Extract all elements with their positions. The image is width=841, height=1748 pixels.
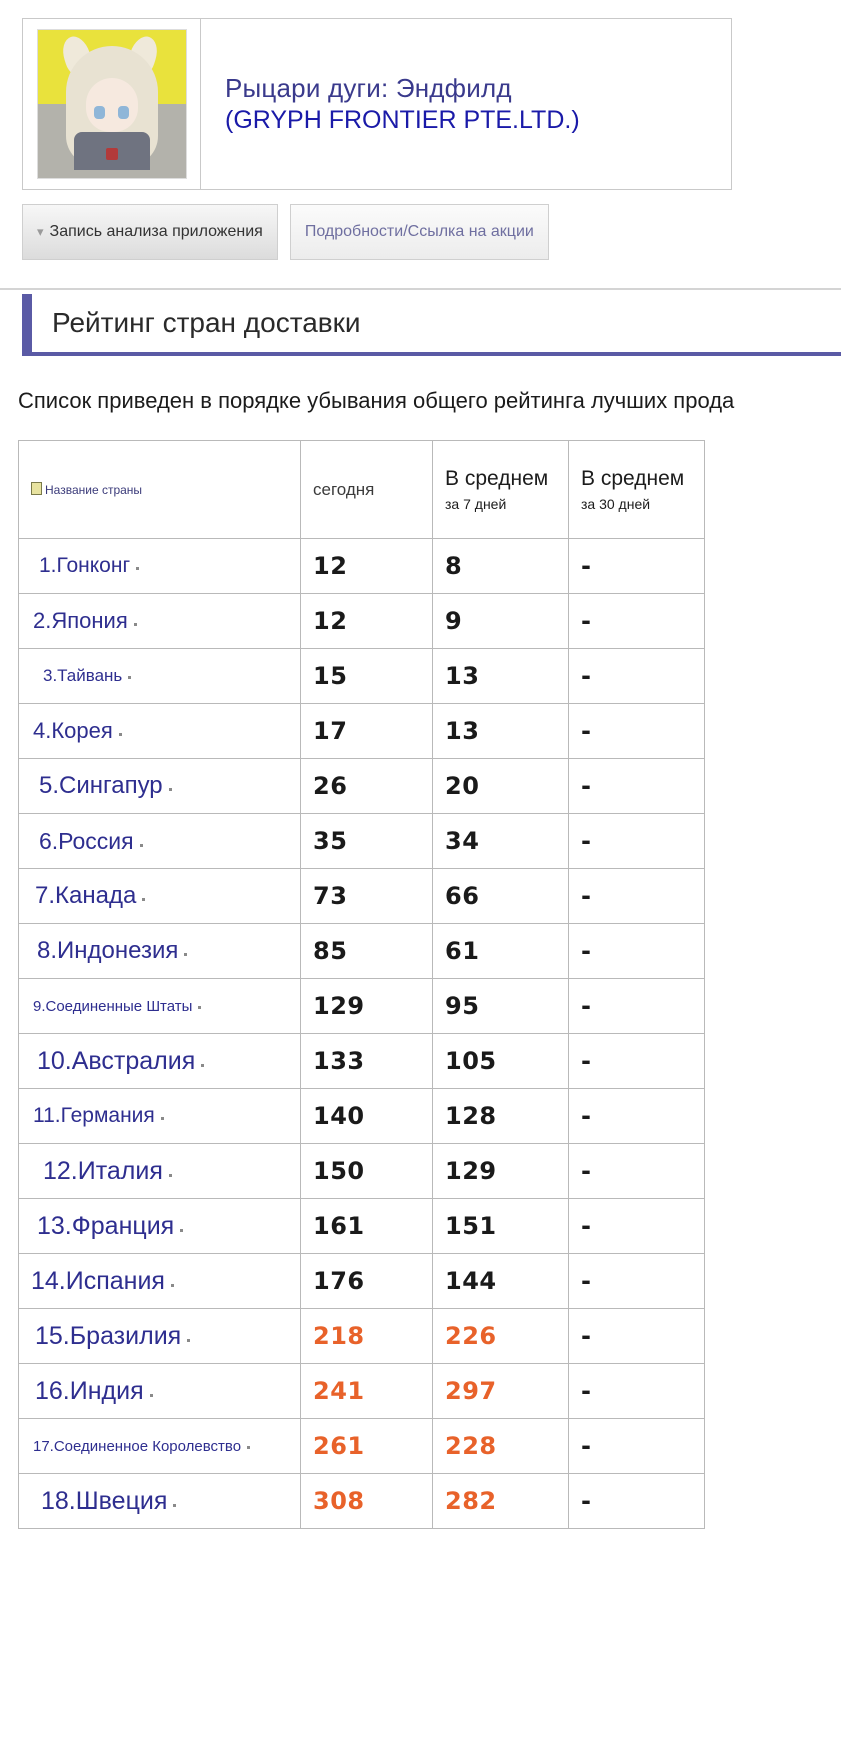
cell-rank-avg30: - xyxy=(569,1199,705,1254)
table-row xyxy=(19,1089,705,1144)
country-name: 14.Испания xyxy=(31,1266,165,1295)
country-marker-dot xyxy=(247,1446,250,1449)
cell-rank-today: 85 xyxy=(301,924,433,979)
table-row xyxy=(19,759,705,814)
country-marker-dot xyxy=(184,953,187,956)
country-name: 16.Индия xyxy=(35,1376,144,1405)
tab-app-analysis-record-label: Запись анализа приложения xyxy=(49,223,263,240)
country-name: 5.Сингапур xyxy=(39,772,163,799)
cell-rank-avg7: 13 xyxy=(433,649,569,704)
cell-country[interactable] xyxy=(19,1364,301,1419)
cell-country[interactable] xyxy=(19,1309,301,1364)
cell-rank-today: 261 xyxy=(301,1419,433,1474)
tab-app-analysis-record[interactable] xyxy=(22,204,278,260)
cell-rank-today: 17 xyxy=(301,704,433,759)
cell-rank-avg30: - xyxy=(569,1144,705,1199)
app-publisher: (GRYPH FRONTIER PTE.LTD.) xyxy=(225,105,580,134)
cell-country[interactable] xyxy=(19,1144,301,1199)
cell-country[interactable] xyxy=(19,649,301,704)
cell-rank-avg7: 9 xyxy=(433,594,569,649)
country-name: 12.Италия xyxy=(43,1156,163,1185)
country-name: 6.Россия xyxy=(39,827,134,854)
cell-country[interactable] xyxy=(19,704,301,759)
table-row xyxy=(19,1364,705,1419)
country-name: 7.Канада xyxy=(35,882,137,909)
tab-bar xyxy=(22,202,841,260)
cell-country[interactable] xyxy=(19,1474,301,1529)
country-marker-dot xyxy=(142,898,145,901)
app-title: Рыцари дуги: Эндфилд xyxy=(225,73,512,104)
cell-rank-today: 176 xyxy=(301,1254,433,1309)
country-name: 10.Австралия xyxy=(37,1046,196,1075)
table-header xyxy=(19,441,705,539)
table-row xyxy=(19,539,705,594)
country-name: 9.Соединенные Штаты xyxy=(33,997,193,1015)
cell-rank-today: 133 xyxy=(301,1034,433,1089)
country-marker-dot xyxy=(187,1339,190,1342)
cell-rank-avg30: - xyxy=(569,1254,705,1309)
cell-rank-avg7: 144 xyxy=(433,1254,569,1309)
cell-rank-today: 150 xyxy=(301,1144,433,1199)
cell-country[interactable] xyxy=(19,1254,301,1309)
table-row xyxy=(19,1309,705,1364)
table-row xyxy=(19,1254,705,1309)
cell-rank-avg30: - xyxy=(569,1089,705,1144)
app-title-container xyxy=(201,19,731,189)
country-marker-dot xyxy=(169,788,172,791)
cell-rank-avg30: - xyxy=(569,1419,705,1474)
column-header-country-label: Название страны xyxy=(45,483,143,497)
cell-rank-today: 15 xyxy=(301,649,433,704)
cell-country[interactable] xyxy=(19,1089,301,1144)
country-ranking-table xyxy=(18,440,705,1529)
country-name: 8.Индонезия xyxy=(37,937,179,964)
table-row xyxy=(19,869,705,924)
cell-rank-avg30: - xyxy=(569,1364,705,1419)
cell-rank-avg7: 128 xyxy=(433,1089,569,1144)
tab-details-promo-link[interactable] xyxy=(290,204,549,260)
cell-rank-avg30: - xyxy=(569,539,705,594)
cell-rank-avg30: - xyxy=(569,759,705,814)
country-name: 11.Германия xyxy=(33,1104,155,1127)
country-name: 13.Франция xyxy=(37,1211,175,1240)
country-marker-dot xyxy=(171,1284,174,1287)
country-marker-dot xyxy=(119,733,122,736)
column-header-avg30-main: В среднем xyxy=(581,467,685,491)
cell-rank-today: 129 xyxy=(301,979,433,1034)
cell-country[interactable] xyxy=(19,814,301,869)
cell-rank-avg30: - xyxy=(569,1474,705,1529)
table-row xyxy=(19,1419,705,1474)
cell-country[interactable] xyxy=(19,539,301,594)
tab-bar-divider xyxy=(0,288,841,290)
column-header-avg7-main: В среднем xyxy=(445,467,549,491)
table-row xyxy=(19,924,705,979)
cell-rank-today: 12 xyxy=(301,539,433,594)
cell-rank-avg7: 20 xyxy=(433,759,569,814)
cell-country[interactable] xyxy=(19,1199,301,1254)
cell-rank-avg30: - xyxy=(569,594,705,649)
country-marker-dot xyxy=(140,844,143,847)
cell-rank-avg30: - xyxy=(569,814,705,869)
table-row xyxy=(19,814,705,869)
cell-rank-today: 140 xyxy=(301,1089,433,1144)
cell-rank-avg7: 228 xyxy=(433,1419,569,1474)
table-row xyxy=(19,1474,705,1529)
cell-rank-avg7: 61 xyxy=(433,924,569,979)
table-header-row xyxy=(19,441,705,539)
table-row xyxy=(19,979,705,1034)
country-marker-dot xyxy=(136,567,139,570)
character-tie-icon xyxy=(106,148,118,160)
cell-country[interactable] xyxy=(19,1419,301,1474)
cell-rank-avg30: - xyxy=(569,979,705,1034)
cell-rank-avg7: 297 xyxy=(433,1364,569,1419)
cell-rank-today: 161 xyxy=(301,1199,433,1254)
country-name: 3.Тайвань xyxy=(43,666,123,685)
country-marker-dot xyxy=(169,1174,172,1177)
tab-details-promo-link-label: Подробности/Ссылка на акции xyxy=(304,223,534,240)
cell-rank-today: 12 xyxy=(301,594,433,649)
country-name: 17.Соединенное Королевство xyxy=(33,1437,242,1455)
cell-rank-avg30: - xyxy=(569,924,705,979)
cell-rank-avg7: 13 xyxy=(433,704,569,759)
cell-country[interactable] xyxy=(19,1034,301,1089)
cell-rank-avg7: 282 xyxy=(433,1474,569,1529)
cell-rank-avg7: 151 xyxy=(433,1199,569,1254)
cell-rank-avg7: 34 xyxy=(433,814,569,869)
country-name: 15.Бразилия xyxy=(35,1321,182,1350)
section-heading: Рейтинг стран доставки xyxy=(22,294,841,356)
character-eye-left-icon xyxy=(94,106,105,119)
column-header-avg7 xyxy=(433,441,569,539)
app-icon-container xyxy=(23,19,201,189)
app-header-card xyxy=(22,18,732,190)
cell-country[interactable] xyxy=(19,759,301,814)
cell-rank-avg7: 8 xyxy=(433,539,569,594)
column-header-avg30-sub: за 30 дней xyxy=(581,495,651,512)
table-row xyxy=(19,1199,705,1254)
table-row xyxy=(19,1144,705,1199)
column-header-today: сегодня xyxy=(301,441,433,539)
country-marker-dot xyxy=(201,1064,204,1067)
cell-rank-avg7: 105 xyxy=(433,1034,569,1089)
table-row xyxy=(19,594,705,649)
cell-rank-avg30: - xyxy=(569,649,705,704)
cell-country[interactable] xyxy=(19,869,301,924)
cell-rank-avg7: 95 xyxy=(433,979,569,1034)
table-row xyxy=(19,1034,705,1089)
cell-country[interactable] xyxy=(19,594,301,649)
cell-country[interactable] xyxy=(19,924,301,979)
chevron-down-icon: ▾ xyxy=(37,224,44,239)
country-name: 18.Швеция xyxy=(41,1486,168,1515)
cell-rank-avg30: - xyxy=(569,704,705,759)
table-row xyxy=(19,704,705,759)
country-marker-dot xyxy=(128,676,131,679)
country-marker-dot xyxy=(161,1117,164,1120)
cell-rank-avg7: 66 xyxy=(433,869,569,924)
country-name: 4.Корея xyxy=(33,718,113,743)
cell-rank-avg30: - xyxy=(569,1309,705,1364)
cell-rank-today: 218 xyxy=(301,1309,433,1364)
column-header-avg7-sub: за 7 дней xyxy=(445,495,507,512)
cell-rank-today: 241 xyxy=(301,1364,433,1419)
column-header-avg30 xyxy=(569,441,705,539)
table-body xyxy=(19,539,705,1529)
cell-rank-today: 73 xyxy=(301,869,433,924)
cell-rank-avg30: - xyxy=(569,869,705,924)
cell-rank-avg30: - xyxy=(569,1034,705,1089)
country-name: 2.Япония xyxy=(33,608,128,633)
country-marker-dot xyxy=(198,1006,201,1009)
cell-rank-today: 26 xyxy=(301,759,433,814)
country-marker-dot xyxy=(150,1394,153,1397)
character-face-icon xyxy=(86,78,138,132)
column-header-country xyxy=(19,441,301,539)
cell-rank-avg7: 129 xyxy=(433,1144,569,1199)
flag-icon xyxy=(31,482,42,495)
cell-country[interactable] xyxy=(19,979,301,1034)
app-icon xyxy=(37,29,187,179)
cell-rank-avg7: 226 xyxy=(433,1309,569,1364)
country-marker-dot xyxy=(180,1229,183,1232)
intro-text: Список приведен в порядке убывания общего рейтинга лучших прода xyxy=(18,388,735,413)
table-row xyxy=(19,649,705,704)
country-marker-dot xyxy=(134,623,137,626)
country-name: 1.Гонконг xyxy=(39,554,131,577)
cell-rank-today: 35 xyxy=(301,814,433,869)
country-marker-dot xyxy=(173,1504,176,1507)
character-eye-right-icon xyxy=(118,106,129,119)
cell-rank-today: 308 xyxy=(301,1474,433,1529)
